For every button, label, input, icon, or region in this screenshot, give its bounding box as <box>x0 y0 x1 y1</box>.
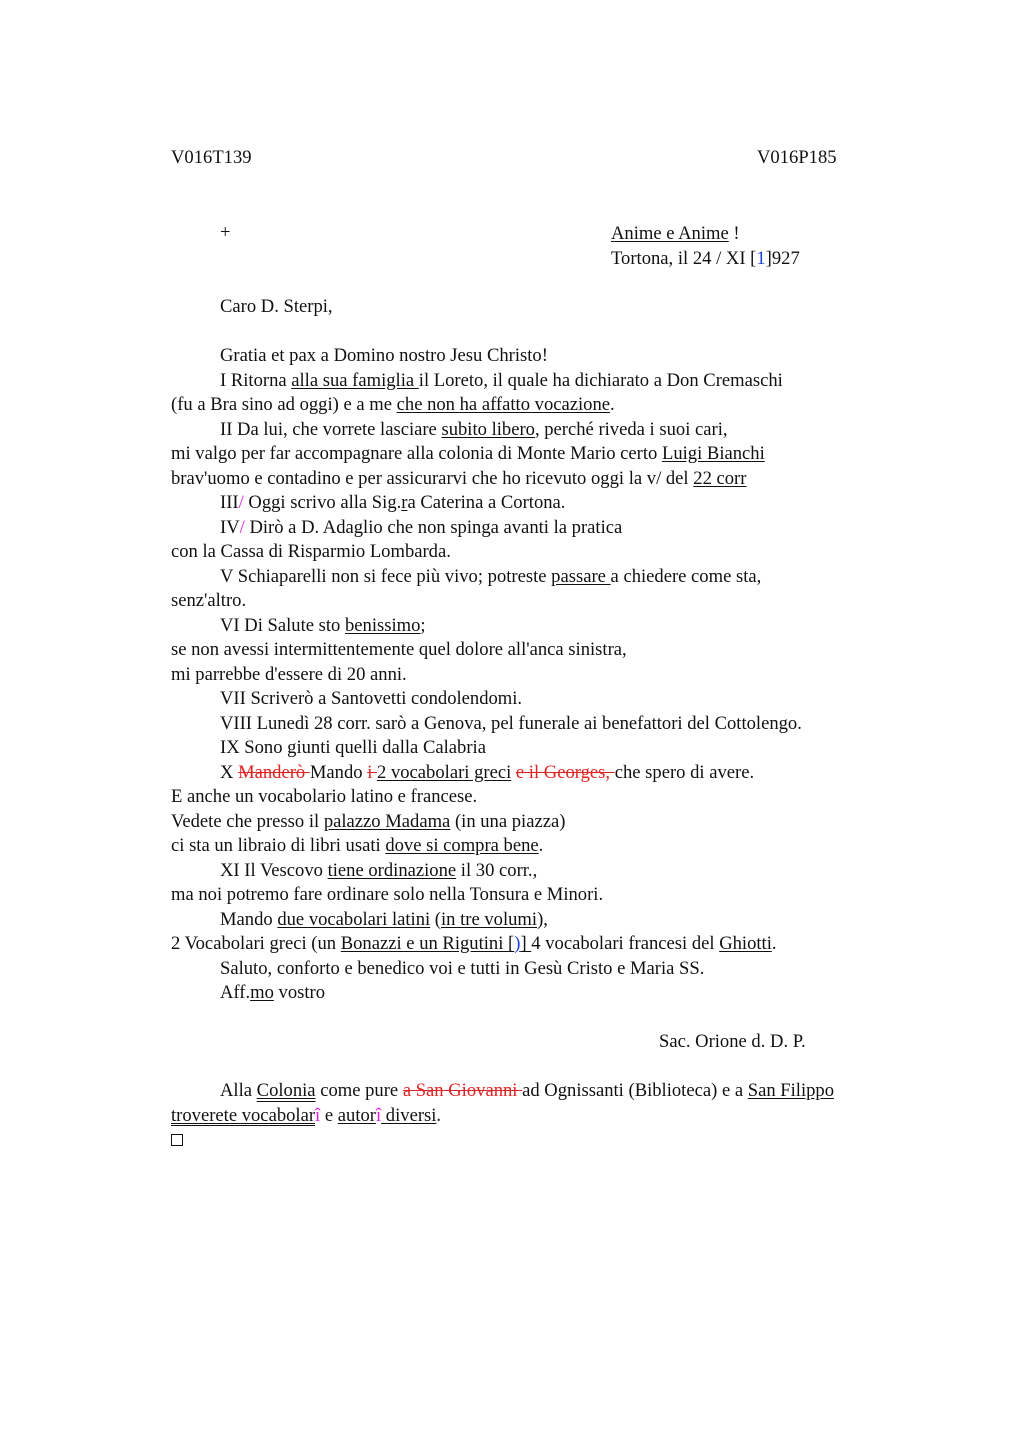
underlined-text: che non ha affatto vocazione <box>396 394 611 415</box>
text: Dirò a D. Adaglio che non spinga avanti la pratica <box>244 516 623 538</box>
underlined-text: autor <box>337 1104 376 1126</box>
paragraph-line: E anche un vocabolario latino e francese. <box>171 786 478 807</box>
end-box-icon <box>171 1134 183 1146</box>
underlined-text: Luigi Bianchi <box>661 443 765 464</box>
paragraph-line: senz'altro. <box>171 590 247 611</box>
text: III <box>220 492 239 513</box>
double-underlined-text: Colonia <box>256 1080 316 1101</box>
editorial-mark: ) <box>514 933 521 954</box>
paragraph-line <box>171 516 931 541</box>
text: che spero di avere. <box>614 761 755 783</box>
text: Oggi scrivo alla Sig. <box>243 492 402 513</box>
paragraph-line: con la Cassa di Risparmio Lombarda. <box>171 541 451 562</box>
text: il 30 corr., <box>456 859 538 881</box>
paragraph-line <box>171 859 931 884</box>
text: X <box>220 761 239 783</box>
paragraph-line <box>171 418 931 443</box>
closing-line <box>171 981 931 1006</box>
document-code-right: V016P185 <box>757 147 837 168</box>
paragraph-line <box>171 467 931 492</box>
text: . <box>771 933 777 954</box>
motto-line <box>611 222 800 247</box>
letter-heading <box>611 222 800 271</box>
paragraph-line <box>171 834 931 859</box>
paragraph-line: VIII Lunedì 28 corr. sarò a Genova, pel funerale ai benefattori del Cottolengo. <box>220 712 802 734</box>
paragraph-line <box>171 908 931 933</box>
underlined-text: tiene ordinazione <box>327 859 457 881</box>
text: Aff. <box>220 982 251 1003</box>
underlined-text: alla sua famiglia <box>291 369 419 391</box>
date-prefix: Tortona, il 24 / XI [ <box>611 247 757 269</box>
editorial-mark: / <box>238 492 244 513</box>
text: a Caterina a Cortona. <box>407 492 566 513</box>
underlined-text: palazzo Madama <box>323 810 451 832</box>
text: ad Ognissanti (Biblioteca) e a <box>522 1080 748 1101</box>
text: 2 Vocabolari greci (un <box>171 933 341 954</box>
postscript-line <box>171 1104 931 1129</box>
text: . <box>436 1104 442 1126</box>
underlined-text: r <box>401 492 408 513</box>
end-marker-line <box>171 1128 931 1153</box>
text: I Ritorna <box>220 369 292 391</box>
underlined-text: dove si compra bene <box>385 835 539 856</box>
text: XI Il Vescovo <box>220 859 328 881</box>
paragraph-line <box>171 369 931 394</box>
underlined-text: due vocabolari latini <box>277 908 431 930</box>
text: . <box>538 835 544 856</box>
text: Mando <box>220 908 278 930</box>
text: a chiedere come sta, <box>610 565 762 587</box>
closing-line: Saluto, conforto e benedico voi e tutti in Gesù Cristo e Maria SS. <box>220 957 705 979</box>
underlined-text: mo <box>250 982 274 1003</box>
date-suffix: ]927 <box>765 247 800 269</box>
paragraph-line <box>171 491 931 516</box>
paragraph-line: se non avessi intermittentemente quel dolore all'anca sinistra, <box>171 639 627 660</box>
deleted-text: i <box>367 761 378 783</box>
motto-mark: ! <box>728 223 740 244</box>
text: ; <box>420 614 426 636</box>
signature: Sac. Orione d. D. P. <box>659 1031 806 1052</box>
salutation: Caro D. Sterpi, <box>220 296 333 317</box>
underlined-text: diversi <box>381 1104 437 1126</box>
text: V Schiaparelli non si fece più vivo; potreste <box>220 565 552 587</box>
text: ), <box>537 908 548 930</box>
text: 4 vocabolari francesi del <box>531 933 720 954</box>
paragraph-line <box>171 442 931 467</box>
greeting: Gratia et pax a Domino nostro Jesu Christo! <box>220 345 548 366</box>
underlined-text: passare <box>551 565 611 587</box>
text: ( <box>430 908 441 930</box>
paragraph-line <box>171 393 931 418</box>
double-underlined-text: troverete vocabolar <box>171 1104 316 1126</box>
paragraph-line: IX Sono giunti quelli dalla Calabria <box>220 737 486 758</box>
underlined-text: 22 corr <box>693 467 747 489</box>
underlined-text: Bonazzi e un Rigutini [ <box>340 933 515 954</box>
underlined-text: subito libero <box>441 418 535 440</box>
deleted-text: e il Georges, <box>515 761 615 783</box>
paragraph-line: VII Scriverò a Santovetti condolendomi. <box>220 688 523 709</box>
motto: Anime e Anime <box>611 223 729 244</box>
text: (fu a Bra sino ad oggi) e a me <box>171 394 397 415</box>
underlined-text: San Filippo <box>747 1080 835 1101</box>
paragraph-line <box>171 761 931 786</box>
text: brav'uomo e contadino e per assicurarvi che ho ricevuto oggi la v/ del <box>171 467 694 489</box>
text: vostro <box>273 982 326 1003</box>
text: come pure <box>315 1080 403 1101</box>
text: ci sta un libraio di libri usati <box>171 835 386 856</box>
editorial-mark: î <box>315 1104 321 1126</box>
text: VI Di Salute sto <box>220 614 345 636</box>
date-editorial-digit: 1 <box>756 247 766 269</box>
text: Mando <box>309 761 368 783</box>
text: II Da lui, che vorrete lasciare <box>220 418 442 440</box>
paragraph-line <box>171 810 931 835</box>
deleted-text: a San Giovanni <box>402 1080 523 1101</box>
paragraph-line <box>171 614 931 639</box>
postscript-line <box>171 1079 931 1104</box>
paragraph-line: ma noi potremo fare ordinare solo nella Tonsura e Minori. <box>171 884 604 905</box>
text: mi valgo per far accompagnare alla colonia di Monte Mario certo <box>171 443 662 464</box>
underlined-text: Ghiotti <box>719 933 772 954</box>
paragraph-line <box>171 565 931 590</box>
paragraph-line <box>171 932 931 957</box>
letter-body <box>171 295 931 1153</box>
date-line <box>611 247 800 272</box>
underlined-text: in tre volumi <box>441 908 538 930</box>
text: IV <box>220 516 240 538</box>
text: il Loreto, il quale ha dichiarato a Don Cremaschi <box>418 369 783 391</box>
editorial-mark: î <box>375 1104 382 1126</box>
text: Alla <box>220 1080 257 1101</box>
deleted-text: Manderò <box>238 761 310 783</box>
document-code-left: V016T139 <box>171 147 252 168</box>
text: (in una piazza) <box>450 810 566 832</box>
text: . <box>610 394 615 415</box>
text: Vedete che presso il <box>171 810 324 832</box>
underlined-text: benissimo <box>344 614 421 636</box>
editorial-mark: / <box>239 516 245 538</box>
paragraph-line: mi parrebbe d'essere di 20 anni. <box>171 663 407 685</box>
underlined-text: ] <box>520 933 532 954</box>
cross-mark: + <box>220 222 231 243</box>
text: e <box>320 1104 338 1126</box>
text: , perché riveda i suoi cari, <box>534 418 728 440</box>
underlined-text: 2 vocabolari greci <box>377 761 512 783</box>
